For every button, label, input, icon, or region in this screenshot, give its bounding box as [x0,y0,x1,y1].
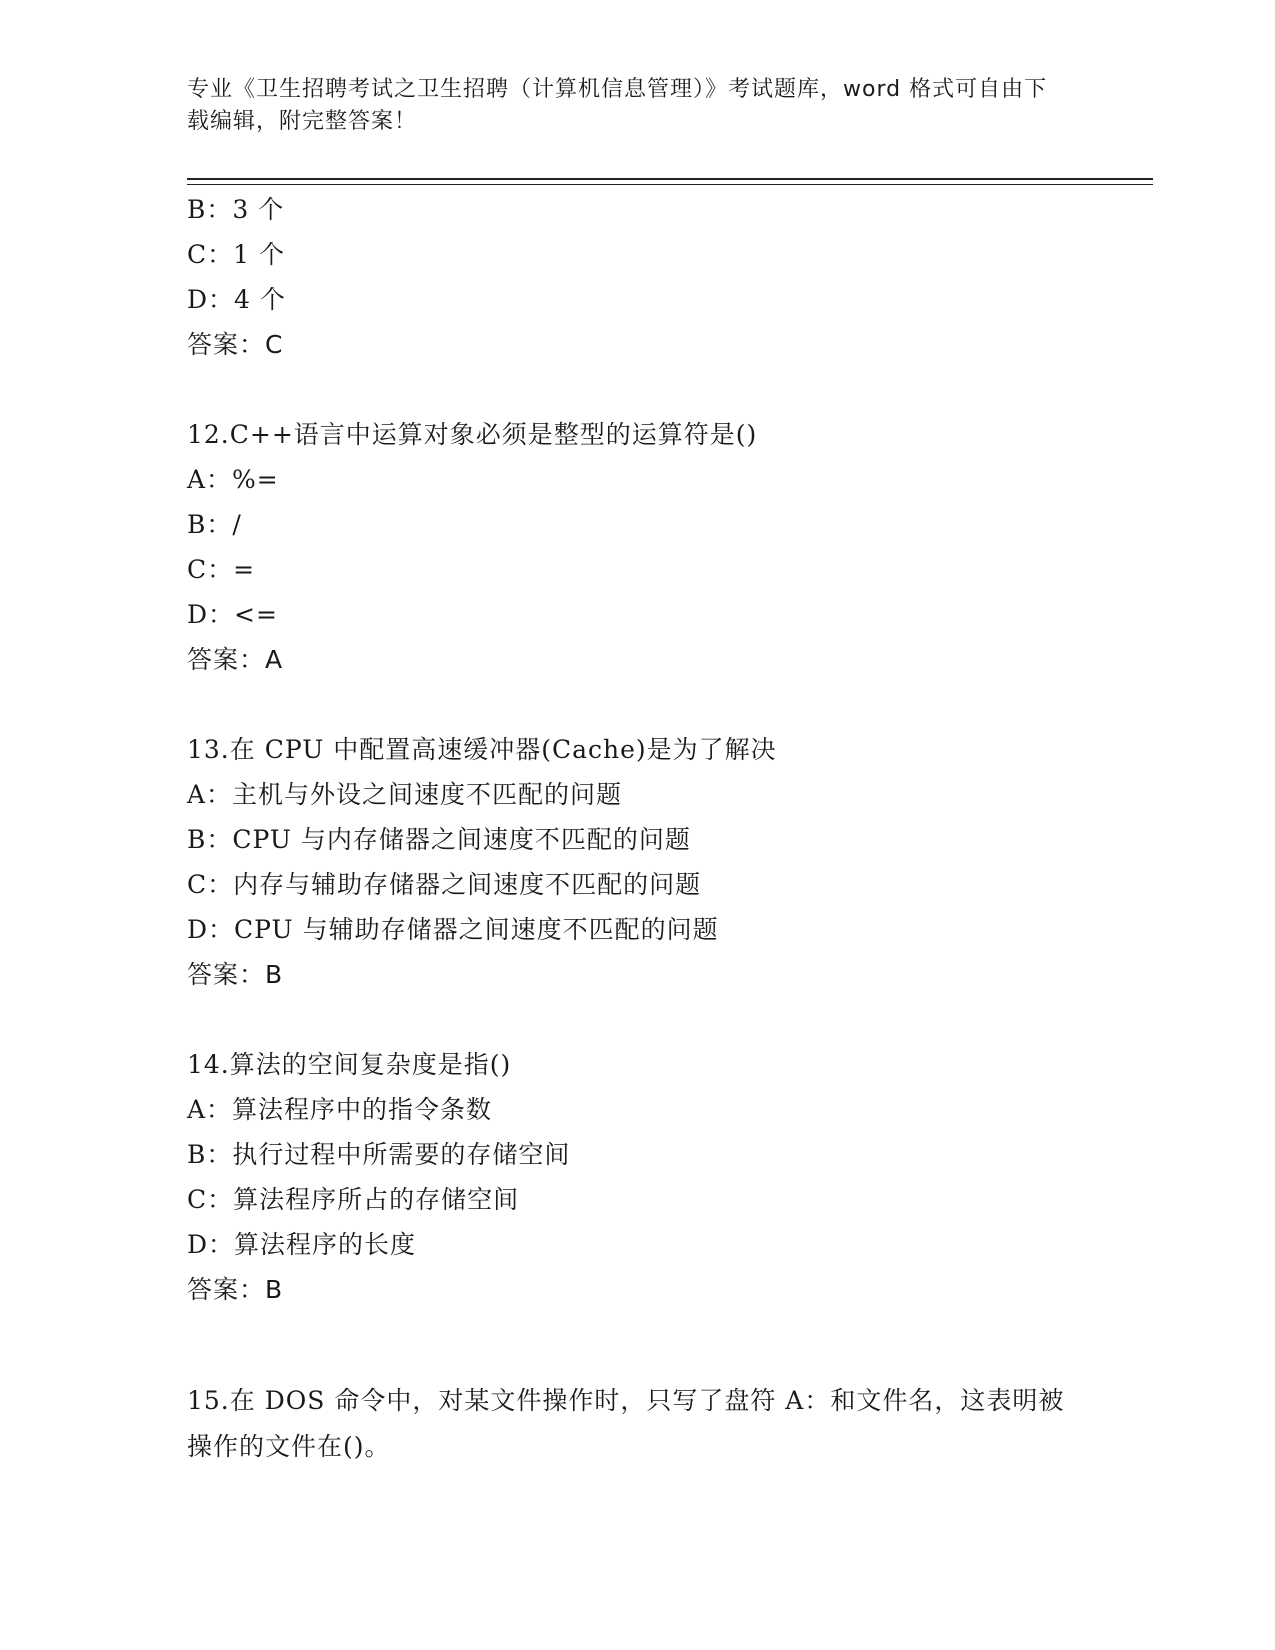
q12-option-a: A：%= [187,465,279,494]
header-divider-thin [187,184,1153,185]
q15-question: 15.在 DOS 命令中，对某文件操作时，只写了盘符 A：和文件名，这表明被操作的文件在()。 [187,1386,1065,1461]
q12-option-b: B：/ [187,510,242,539]
q13-option-c: C：内存与辅助存储器之间速度不匹配的问题 [187,870,702,899]
q13-option-a: A：主机与外设之间速度不匹配的问题 [187,780,623,809]
header-divider [187,178,1153,180]
q13-option-d: D：CPU 与辅助存储器之间速度不匹配的问题 [187,915,719,944]
document-header: 专业《卫生招聘考试之卫生招聘（计算机信息管理）》考试题库，word 格式可自由下载编辑，附完整答案！ [187,77,1048,134]
q13-question: 13.在 CPU 中配置高速缓冲器(Cache)是为了解决 [187,735,777,764]
q14-option-d: D：算法程序的长度 [187,1230,417,1259]
q12-option-d: D：<= [187,600,278,629]
q11-option-d: D：4 个 [187,285,286,314]
q12-question: 12.C++语言中运算对象必须是整型的运算符是() [187,420,758,449]
q14-option-b: B：执行过程中所需要的存储空间 [187,1140,571,1169]
q12-answer: 答案：A [187,645,284,674]
q13-answer: 答案：B [187,960,284,989]
q14-answer: 答案：B [187,1275,284,1304]
q13-option-b: B：CPU 与内存储器之间速度不匹配的问题 [187,825,691,854]
q14-question: 14.算法的空间复杂度是指() [187,1050,512,1079]
q12-option-c: C：= [187,555,256,584]
q11-answer: 答案：C [187,330,284,359]
q11-option-b: B：3 个 [187,195,285,224]
q14-option-c: C：算法程序所占的存储空间 [187,1185,520,1214]
q14-option-a: A：算法程序中的指令条数 [187,1095,493,1124]
q11-option-c: C：1 个 [187,240,285,269]
